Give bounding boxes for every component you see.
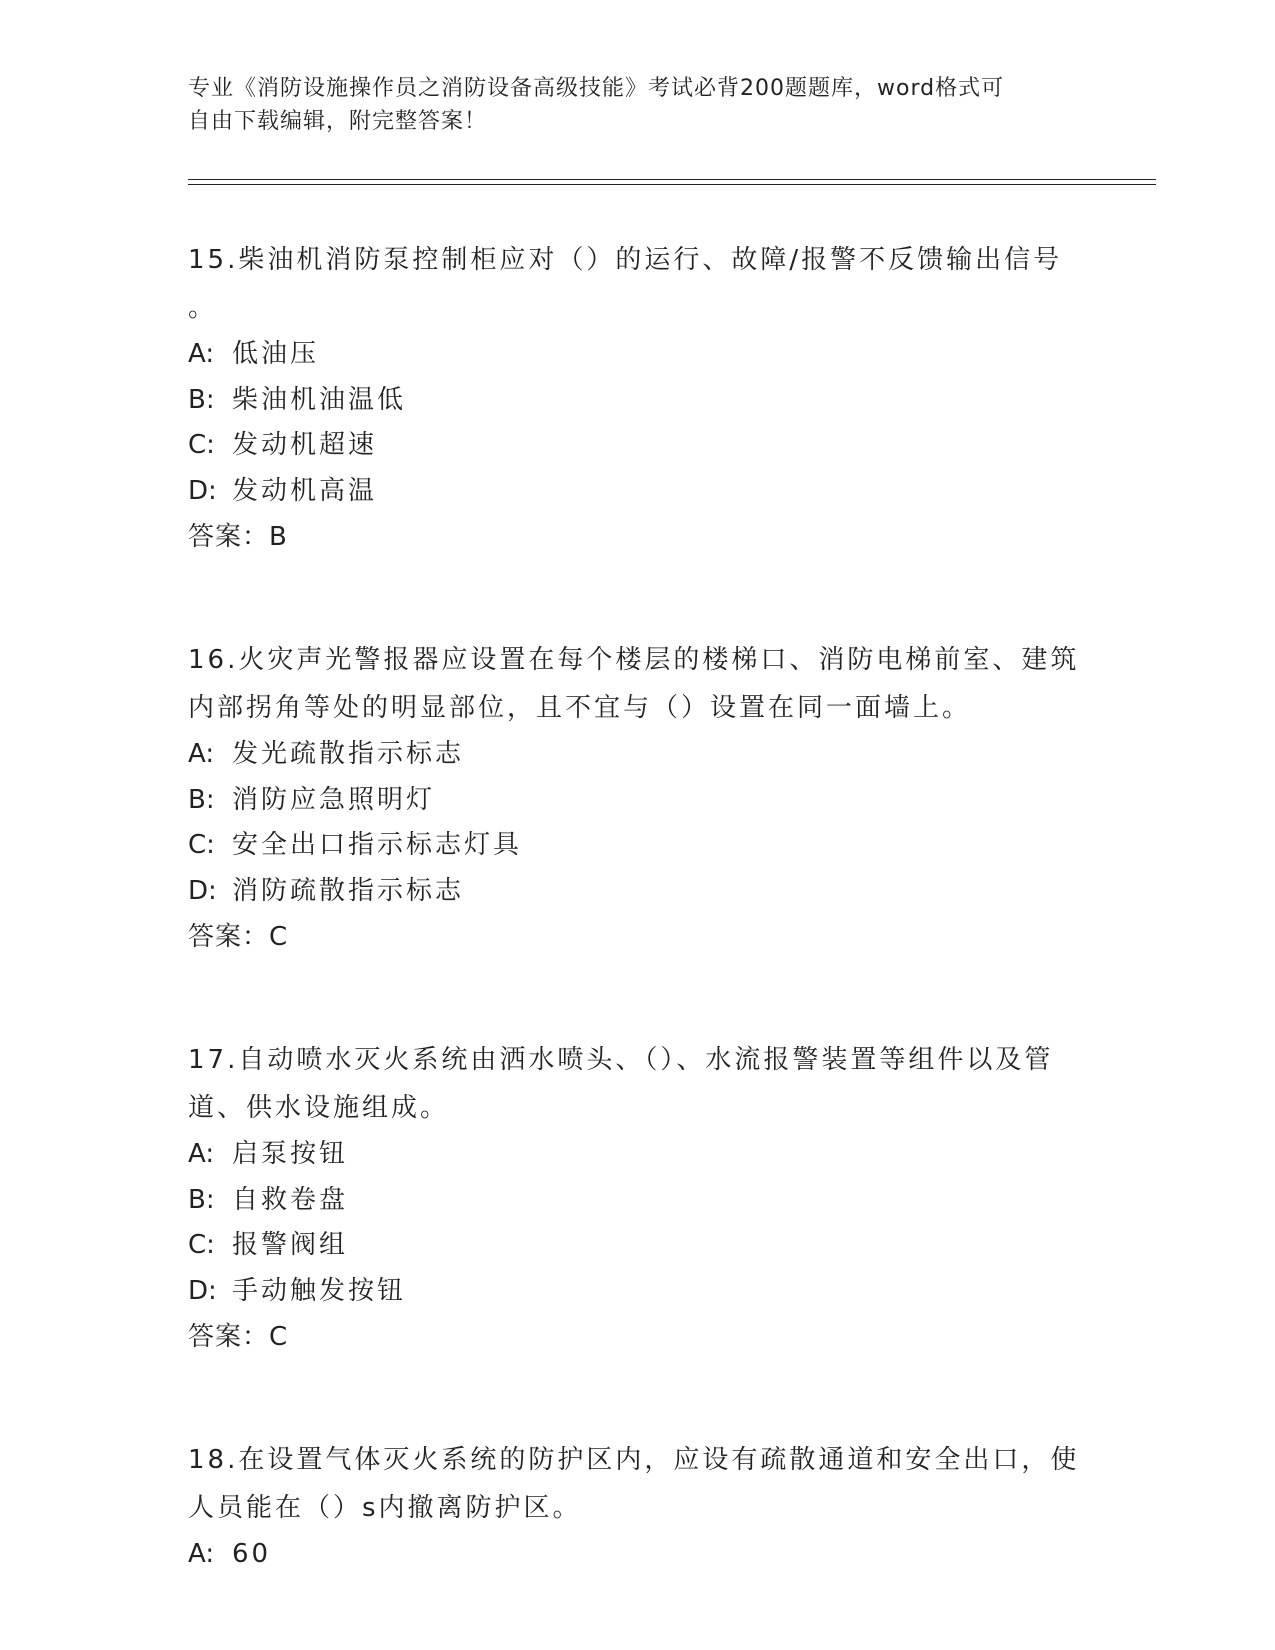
question-16 — [188, 636, 1088, 960]
question-text-line-1: 17.自动喷水灭火系统由洒水喷头、（）、水流报警装置等组件以及管 — [188, 1045, 1054, 1075]
header-line-2: 自由下载编辑，附完整答案！ — [188, 109, 488, 134]
spacer — [188, 960, 1088, 1036]
option-text: 发动机超速 — [232, 430, 378, 460]
option-key: D: — [188, 475, 217, 506]
option-a — [188, 332, 1088, 378]
option-key: C: — [188, 1230, 215, 1260]
question-text-line-2: 人员能在（）s内撤离防护区。 — [188, 1493, 582, 1523]
option-c — [188, 823, 1088, 869]
option-text: 消防疏散指示标志 — [232, 875, 465, 906]
question-text-line-1: 18.在设置气体灭火系统的防护区内，应设有疏散通道和安全出口，使 — [188, 1445, 1080, 1475]
option-key: C: — [188, 830, 215, 860]
option-key: A: — [188, 1539, 215, 1569]
option-b — [188, 778, 1088, 824]
option-c — [188, 423, 1088, 469]
option-key: B: — [188, 384, 215, 415]
option-key: B: — [188, 784, 215, 815]
option-key: D: — [188, 1275, 217, 1306]
option-text: 启泵按钮 — [232, 1139, 349, 1169]
answer: 答案：B — [188, 522, 288, 552]
option-key: C: — [188, 430, 215, 460]
question-15 — [188, 236, 1088, 560]
option-text: 低油压 — [232, 339, 320, 369]
option-key: A: — [188, 1139, 215, 1169]
option-text: 发动机高温 — [232, 475, 378, 506]
option-text: 60 — [232, 1539, 272, 1569]
option-text: 手动触发按钮 — [232, 1275, 407, 1306]
option-d — [188, 469, 1088, 515]
question-text-line-1: 16.火灾声光警报器应设置在每个楼层的楼梯口、消防电梯前室、建筑 — [188, 645, 1080, 675]
option-d — [188, 1269, 1088, 1315]
option-text: 消防应急照明灯 — [232, 784, 436, 815]
option-key: A: — [188, 339, 215, 369]
option-key: D: — [188, 875, 217, 906]
option-text: 报警阀组 — [232, 1230, 349, 1260]
option-b — [188, 378, 1088, 424]
option-key: A: — [188, 739, 215, 769]
question-text-line-2: 道、供水设施组成。 — [188, 1093, 450, 1123]
option-text: 柴油机油温低 — [232, 384, 407, 415]
spacer — [188, 560, 1088, 636]
question-text-line-2: 。 — [188, 293, 218, 323]
option-a — [188, 1532, 1088, 1578]
option-c — [188, 1223, 1088, 1269]
option-b — [188, 1178, 1088, 1224]
document-header — [188, 72, 1088, 138]
header-divider-bottom — [188, 184, 1156, 185]
question-text-line-1: 15.柴油机消防泵控制柜应对（）的运行、故障/报警不反馈输出信号 — [188, 245, 1063, 275]
option-key: B: — [188, 1184, 215, 1215]
question-text-line-2: 内部拐角等处的明显部位，且不宜与（）设置在同一面墙上。 — [188, 693, 972, 723]
option-a — [188, 1132, 1088, 1178]
option-text: 发光疏散指示标志 — [232, 739, 465, 769]
question-18 — [188, 1436, 1088, 1578]
answer: 答案：C — [188, 922, 289, 952]
answer: 答案：C — [188, 1322, 289, 1352]
header-divider-top — [188, 179, 1156, 180]
option-d — [188, 869, 1088, 915]
option-text: 自救卷盘 — [232, 1184, 349, 1215]
option-a — [188, 732, 1088, 778]
option-text: 安全出口指示标志灯具 — [232, 830, 523, 860]
question-list — [188, 236, 1088, 1578]
question-17 — [188, 1036, 1088, 1360]
header-line-1: 专业《消防设施操作员之消防设备高级技能》考试必背200题题库，word格式可 — [188, 76, 1005, 101]
spacer — [188, 1360, 1088, 1436]
